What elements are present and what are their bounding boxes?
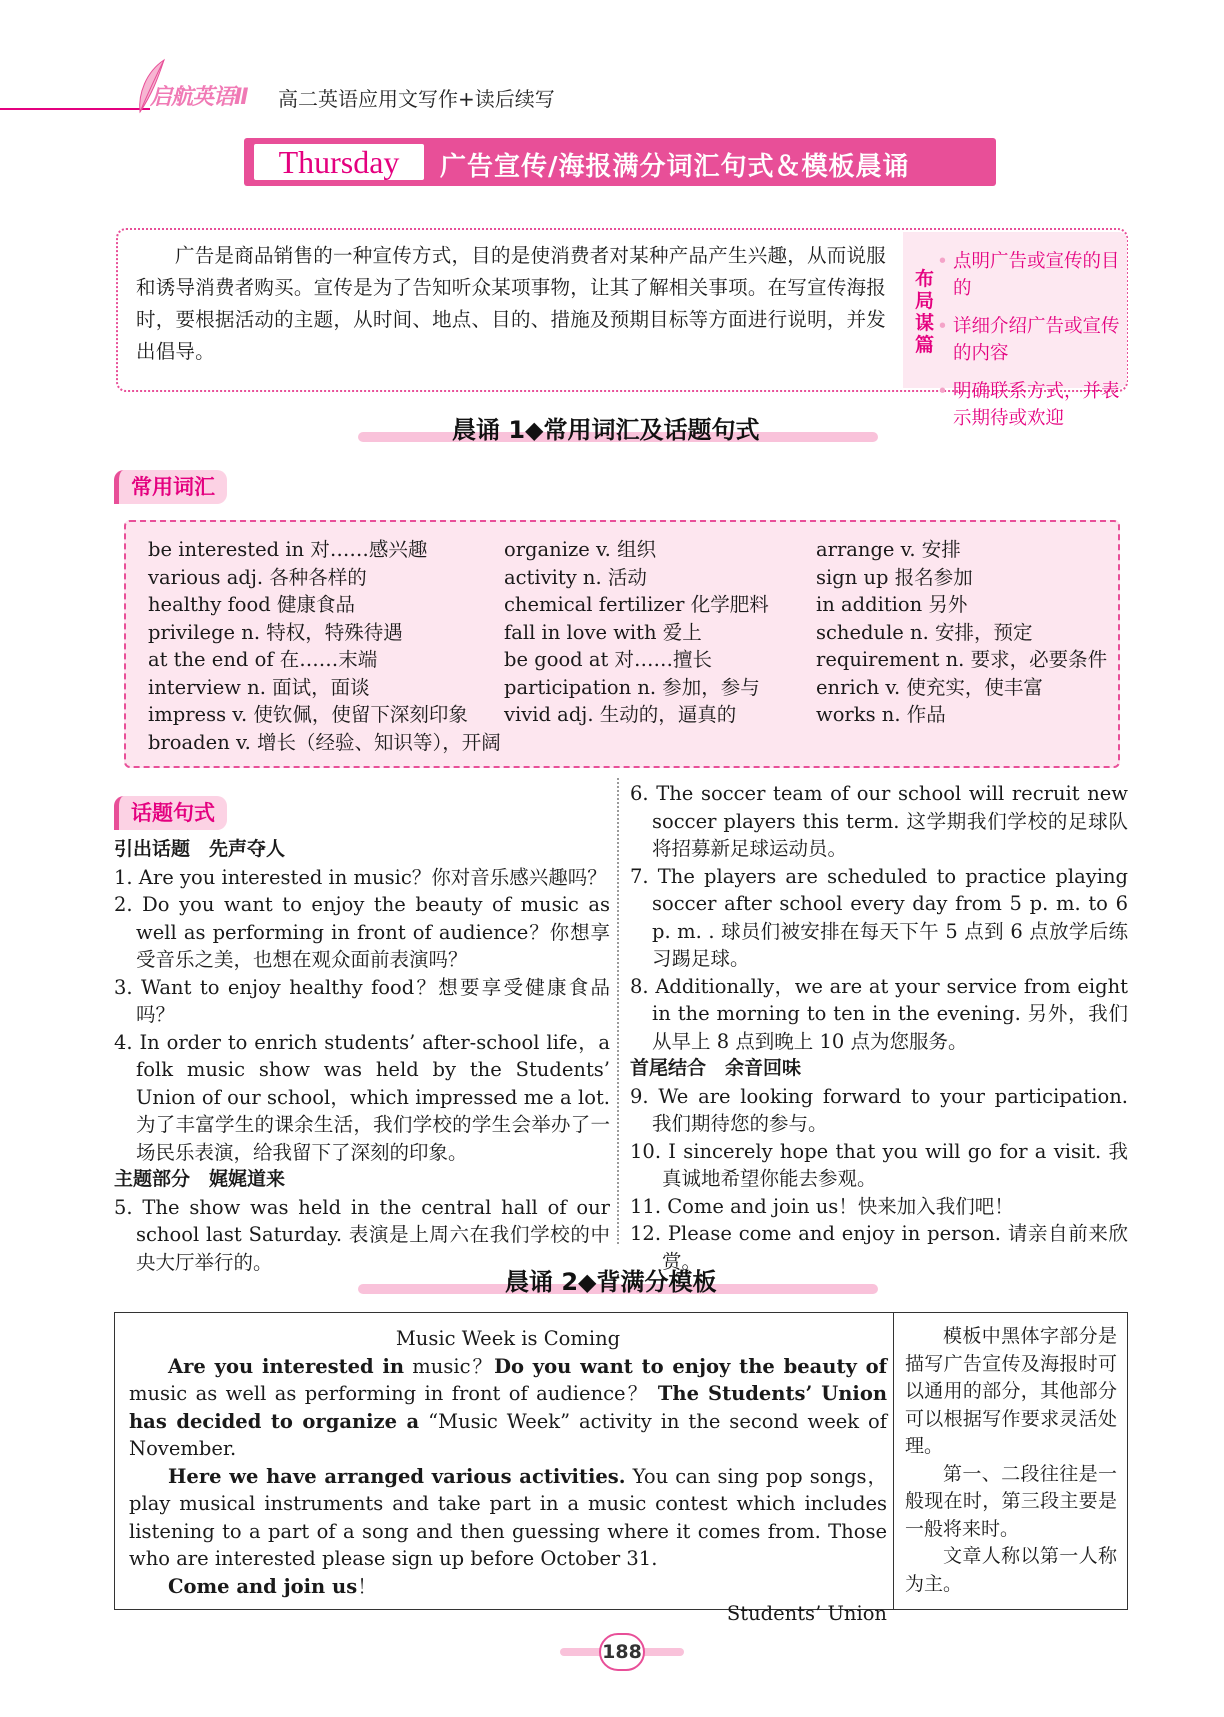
layout-points: [951, 248, 1123, 443]
template-bold: The Students’ Union has decided to organize a: [129, 1382, 888, 1433]
note-paragraph: 文章人称以第一人称为主。: [905, 1545, 1117, 1595]
sentence: 7. The players are scheduled to practice playing soccer after school every day from 5 p. m. to 6 p. m. . 球员们被安排在每天下午 5 点到 6 点放学后练习踢足球。: [630, 864, 1128, 970]
subheading-end: 首尾结合 余音回味: [630, 1057, 802, 1079]
template-divider: [893, 1313, 894, 1609]
sentence: 12. Please come and enjoy in person. 请亲自前来欣赏。: [630, 1222, 1128, 1273]
day-banner: [244, 138, 996, 186]
sentence: 4. In order to enrich students’ after-school life，a folk music show was held by the Students’ Union of our school，which impressed me a lot. 为了丰富学生的课余生活，我们学校的学生会举办了一场民乐表演，给我留下了深刻的印象。: [114, 1030, 610, 1164]
vocab-item: in addition 另外: [816, 593, 968, 616]
series-logo-text: 启航英语Ⅱ: [150, 85, 248, 110]
template-bold: Do you want to enjoy the beauty of: [494, 1354, 887, 1378]
vocab-item: healthy food 健康食品: [148, 593, 355, 616]
intro-text: 广告是商品销售的一种宣传方式，目的是使消费者对某种产品产生兴趣，从而说服和诱导消费者购买。宣传是为了告知听众某项事物，让其了解相关事项。在写宣传海报时，要根据活动的主题，从时间、地点、目的、措施及预期目标等方面进行说明，并发出倡导。: [136, 244, 886, 363]
template-note: [905, 1323, 1117, 1598]
vocab-item: organize v. 组织: [504, 538, 657, 561]
vocab-item: at the end of 在……末端: [148, 648, 378, 671]
topic-left-column: [114, 836, 610, 1276]
section-1-heading: 晨诵 1◆常用词汇及话题句式: [452, 416, 760, 444]
template-plain: You can sing pop songs，play musical instruments and take part in a music contest which includes listening to a part of a song and then guessing where it comes from. Those who are interested please sign up before October 31.: [129, 1464, 887, 1570]
book-title: 高二英语应用文写作+读后续写: [278, 87, 555, 111]
vocab-item: activity n. 活动: [504, 565, 647, 589]
vocab-item: enrich v. 使充实，使丰富: [816, 675, 1043, 699]
topic-right-column: [630, 780, 1128, 1275]
layout-panel: [903, 232, 1127, 429]
template-paragraph: [129, 1463, 887, 1573]
template-paragraph: [129, 1573, 887, 1601]
template-plain: music？: [404, 1354, 495, 1378]
intro-box: [116, 228, 1128, 429]
sentence: 9. We are looking forward to your participation. 我们期待您的参与。: [630, 1084, 1128, 1135]
sentence: 6. The soccer team of our school will recruit new soccer players this term. 这学期我们学校的足球队将招募新足球运动员。: [630, 782, 1128, 860]
vocab-column: [148, 536, 501, 756]
sentence: 8. Additionally，we are at your service from eight in the morning to ten in the evening. 另外，我们从早上 8 点到晚上 10 点为您服务。: [630, 974, 1128, 1053]
vocab-box: [124, 520, 1120, 768]
subheading-body: 主题部分 娓娓道来: [114, 1168, 286, 1190]
vocab-tag: 常用词汇: [114, 470, 227, 504]
vocab-item: impress v. 使钦佩，使留下深刻印象: [148, 703, 468, 726]
vocab-item: requirement n. 要求，必要条件: [816, 648, 1108, 671]
template-title: Music Week is Coming: [395, 1327, 621, 1350]
vocab-item: broaden v. 增长（经验、知识等），开阔: [148, 730, 501, 754]
template-text: [129, 1325, 887, 1628]
template-bold: Are you interested in: [168, 1354, 405, 1378]
column-divider: [617, 778, 619, 1244]
vocab-item: be interested in 对……感兴趣: [148, 538, 428, 561]
sentence: 10. I sincerely hope that you will go for a visit. 我真诚地希望你能去参观。: [630, 1139, 1128, 1190]
template-plain: ！: [357, 1574, 377, 1598]
vocab-item: participation n. 参加，参与: [504, 675, 760, 699]
template-box: [114, 1312, 1128, 1625]
template-signature: Students’ Union: [726, 1602, 887, 1625]
vocab-item: interview n. 面试，面谈: [148, 675, 370, 699]
vocab-item: works n. 作品: [816, 703, 946, 726]
template-bold: Here we have arranged various activities.: [168, 1464, 626, 1488]
vocab-item: sign up 报名参加: [816, 565, 973, 589]
layout-point: • 点明广告或宣传的目的: [951, 248, 1123, 302]
sentence: 2. Do you want to enjoy the beauty of music as well as performing in front of audience？你想享受音乐之美，也想在观众面前表演吗？: [114, 893, 610, 971]
vocab-column: [816, 536, 1107, 729]
banner-day: Thursday: [254, 144, 424, 180]
note-paragraph: 第一、二段往往是一般现在时，第三段主要是一般将来时。: [905, 1462, 1117, 1540]
vocab-item: arrange v. 安排: [816, 538, 961, 561]
vocab-item: fall in love with 爱上: [504, 620, 702, 644]
vocab-item: various adj. 各种各样的: [148, 565, 367, 589]
sentence: 11. Come and join us！快来加入我们吧！: [630, 1194, 1014, 1218]
sentence: 1. Are you interested in music？你对音乐感兴趣吗？: [114, 865, 607, 889]
note-paragraph: 模板中黑体字部分是描写广告宣传及海报时可以通用的部分，其他部分可以根据写作要求灵活处理。: [905, 1325, 1117, 1457]
vocab-item: privilege n. 特权，特殊待遇: [148, 620, 403, 644]
template-plain: music as well as performing in front of audience？: [129, 1382, 650, 1405]
template-paragraph: [129, 1353, 887, 1463]
topic-tag: 话题句式: [114, 796, 227, 830]
subheading-intro: 引出话题 先声夺人: [114, 838, 286, 860]
layout-label: 布局谋篇: [915, 268, 935, 356]
vocab-item: vivid adj. 生动的，逼真的: [504, 703, 737, 726]
layout-point: • 明确联系方式，并表示期待或欢迎: [951, 378, 1123, 432]
vocab-item: schedule n. 安排，预定: [816, 620, 1033, 644]
banner-title: 广告宣传/海报满分词汇句式＆模板晨诵: [440, 152, 910, 182]
sentence: 3. Want to enjoy healthy food？想要享受健康食品吗？: [114, 975, 610, 1026]
sentence: 5. The show was held in the central hall of our school last Saturday. 表演是上周六在我们学校的中央大厅举行的。: [114, 1195, 610, 1274]
vocab-column: [504, 536, 769, 729]
template-plain: “Music Week” activity in the second week of November.: [129, 1409, 887, 1460]
layout-point: • 详细介绍广告或宣传的内容: [951, 313, 1123, 367]
vocab-item: chemical fertilizer 化学肥料: [504, 593, 769, 616]
page-number: 188: [599, 1633, 645, 1671]
vocab-item: be good at 对……擅长: [504, 648, 713, 671]
template-bold: Come and join us: [168, 1574, 358, 1598]
section-2-heading: 晨诵 2◆背满分模板: [505, 1268, 717, 1296]
